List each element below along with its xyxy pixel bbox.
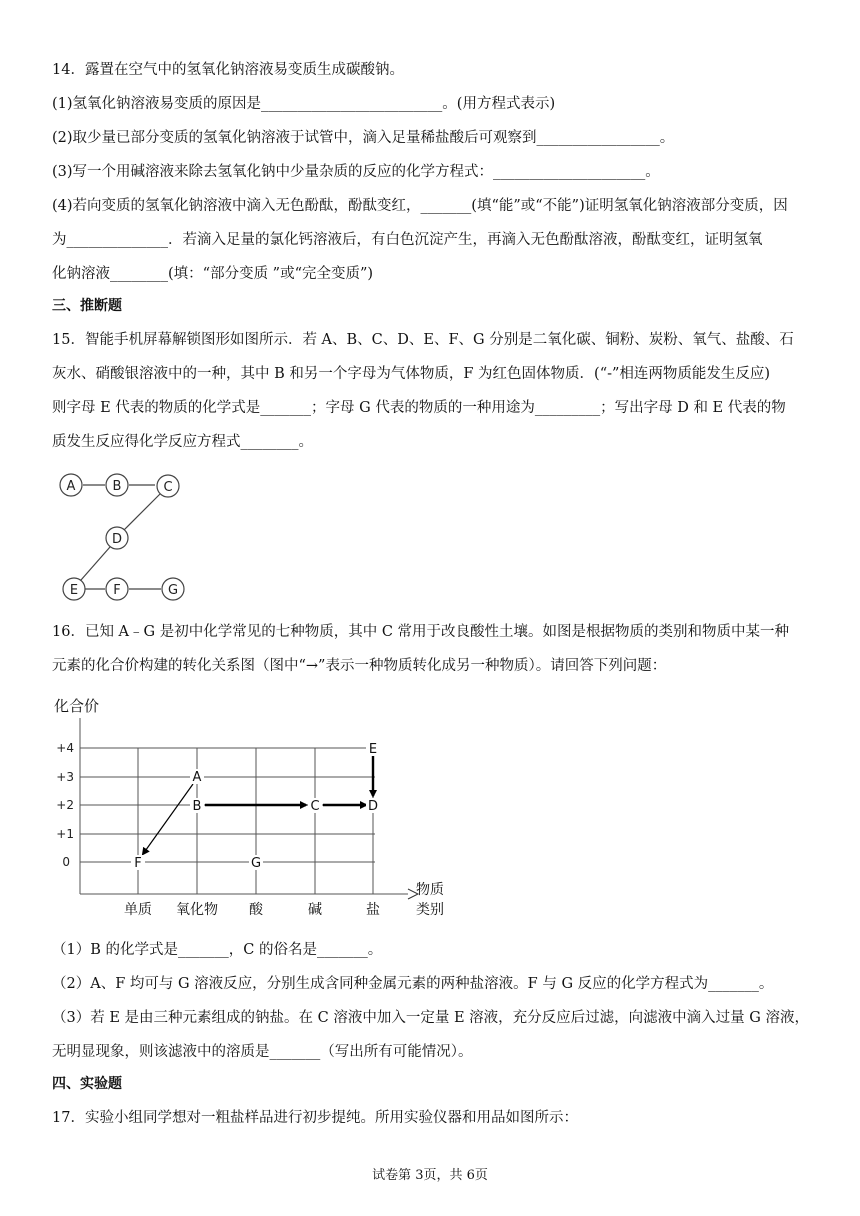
x-tick-element: 单质 <box>124 902 152 918</box>
y-tick-zero: 0 <box>62 855 70 869</box>
q15-line4: 质发生反应得化学反应方程式________。 <box>52 434 313 450</box>
node-e-label: E <box>69 583 79 598</box>
q14-part3: (3)写一个用碱溶液来除去氢氧化钠中少量杂质的反应的化学方程式：_____________________。 <box>52 164 660 180</box>
node-c-label: C <box>163 480 173 495</box>
y-tick-plus3: +3 <box>56 770 74 784</box>
page-footer: 试卷第 3页，共 6页 <box>372 1168 488 1183</box>
q16-sub3-line1: （3）若 E 是由三种元素组成的钠盐。在 C 溶液中加入一定量 E 溶液，充分反应后过滤，向滤液中滴入过量 G 溶液， <box>52 1010 809 1026</box>
q14-stem: 14．露置在空气中的氢氧化钠溶液易变质生成碳酸钠。 <box>52 62 404 78</box>
valence-chart <box>50 688 460 923</box>
q16-line2: 元素的化合价构建的转化关系图（图中“→”表示一种物质转化成另一种物质）。请回答下列问题： <box>52 658 667 674</box>
point-a: A <box>192 770 202 785</box>
q16-sub1: （1）B 的化学式是_______，C 的俗名是_______。 <box>52 942 383 958</box>
node-a-label: A <box>66 479 76 494</box>
q16-sub2: （2）A、F 均可与 G 溶液反应，分别生成含同种金属元素的两种盐溶液。F 与 G 反应的化学方程式为_______。 <box>52 976 774 992</box>
y-axis-title: 化合价 <box>54 697 100 715</box>
q14-part1: (1)氢氧化钠溶液易变质的原因是_________________________。(用方程式表示) <box>52 96 556 112</box>
section-heading-inference: 三、推断题 <box>52 298 122 314</box>
point-f: F <box>134 856 142 871</box>
x-tick-salt: 盐 <box>366 902 380 918</box>
arrow-a-to-f <box>143 784 193 854</box>
q14-part4-line3: 化钠溶液________(填：“部分变质 ”或“完全变质”) <box>52 266 374 282</box>
q14-part4-line1: (4)若向变质的氢氧化钠溶液中滴入无色酚酞，酚酞变红，_______(填“能”或“不能”)证明氢氧化钠溶液部分变质，因 <box>52 198 788 214</box>
q17-stem: 17．实验小组同学想对一粗盐样品进行初步提纯。所用实验仪器和用品如图所示： <box>52 1110 578 1126</box>
q15-line2: 灰水、硝酸银溶液中的一种，其中 B 和另一个字母为气体物质，F 为红色固体物质．(“-”相连两物质能发生反应) <box>52 366 771 382</box>
x-tick-oxide: 氧化物 <box>176 902 218 918</box>
point-c: C <box>310 799 320 814</box>
q15-line3: 则字母 E 代表的物质的化学式是_______；字母 G 代表的物质的一种用途为_________；写出字母 D 和 E 代表的物 <box>52 400 786 416</box>
x-tick-base: 碱 <box>308 902 322 918</box>
node-f-label: F <box>113 583 121 598</box>
section-heading-experiment: 四、实验题 <box>52 1076 122 1092</box>
x-axis-title-2: 类别 <box>416 902 444 918</box>
point-d: D <box>367 799 379 814</box>
node-b-label: B <box>112 479 122 494</box>
point-e: E <box>368 742 378 757</box>
unlock-pattern-diagram <box>55 470 195 605</box>
node-d-label: D <box>111 532 123 547</box>
y-tick-plus1: +1 <box>56 827 74 841</box>
point-b: B <box>192 799 202 814</box>
x-tick-acid: 酸 <box>249 902 263 918</box>
x-axis-title-1: 物质 <box>416 882 444 898</box>
y-tick-plus4: +4 <box>56 741 74 755</box>
q16-line1: 16．已知 A﹣G 是初中化学常见的七种物质，其中 C 常用于改良酸性土壤。如图是根据物质的类别和物质中某一种 <box>52 624 790 640</box>
q15-line1: 15．智能手机屏幕解锁图形如图所示．若 A、B、C、D、E、F、G 分别是二氧化碳、铜粉、炭粉、氧气、盐酸、石 <box>52 332 794 348</box>
node-g-label: G <box>167 583 179 598</box>
point-g: G <box>250 856 262 871</box>
q16-sub3-line2: 无明显现象，则该滤液中的溶质是_______（写出所有可能情况）。 <box>52 1044 473 1060</box>
y-tick-plus2: +2 <box>56 798 74 812</box>
q14-part4-line2: 为______________．若滴入足量的氯化钙溶液后，有白色沉淀产生，再滴入无色酚酞溶液，酚酞变红，证明氢氧 <box>52 232 763 248</box>
q14-part2: (2)取少量已部分变质的氢氧化钠溶液于试管中，滴入足量稀盐酸后可观察到_________________。 <box>52 130 675 146</box>
